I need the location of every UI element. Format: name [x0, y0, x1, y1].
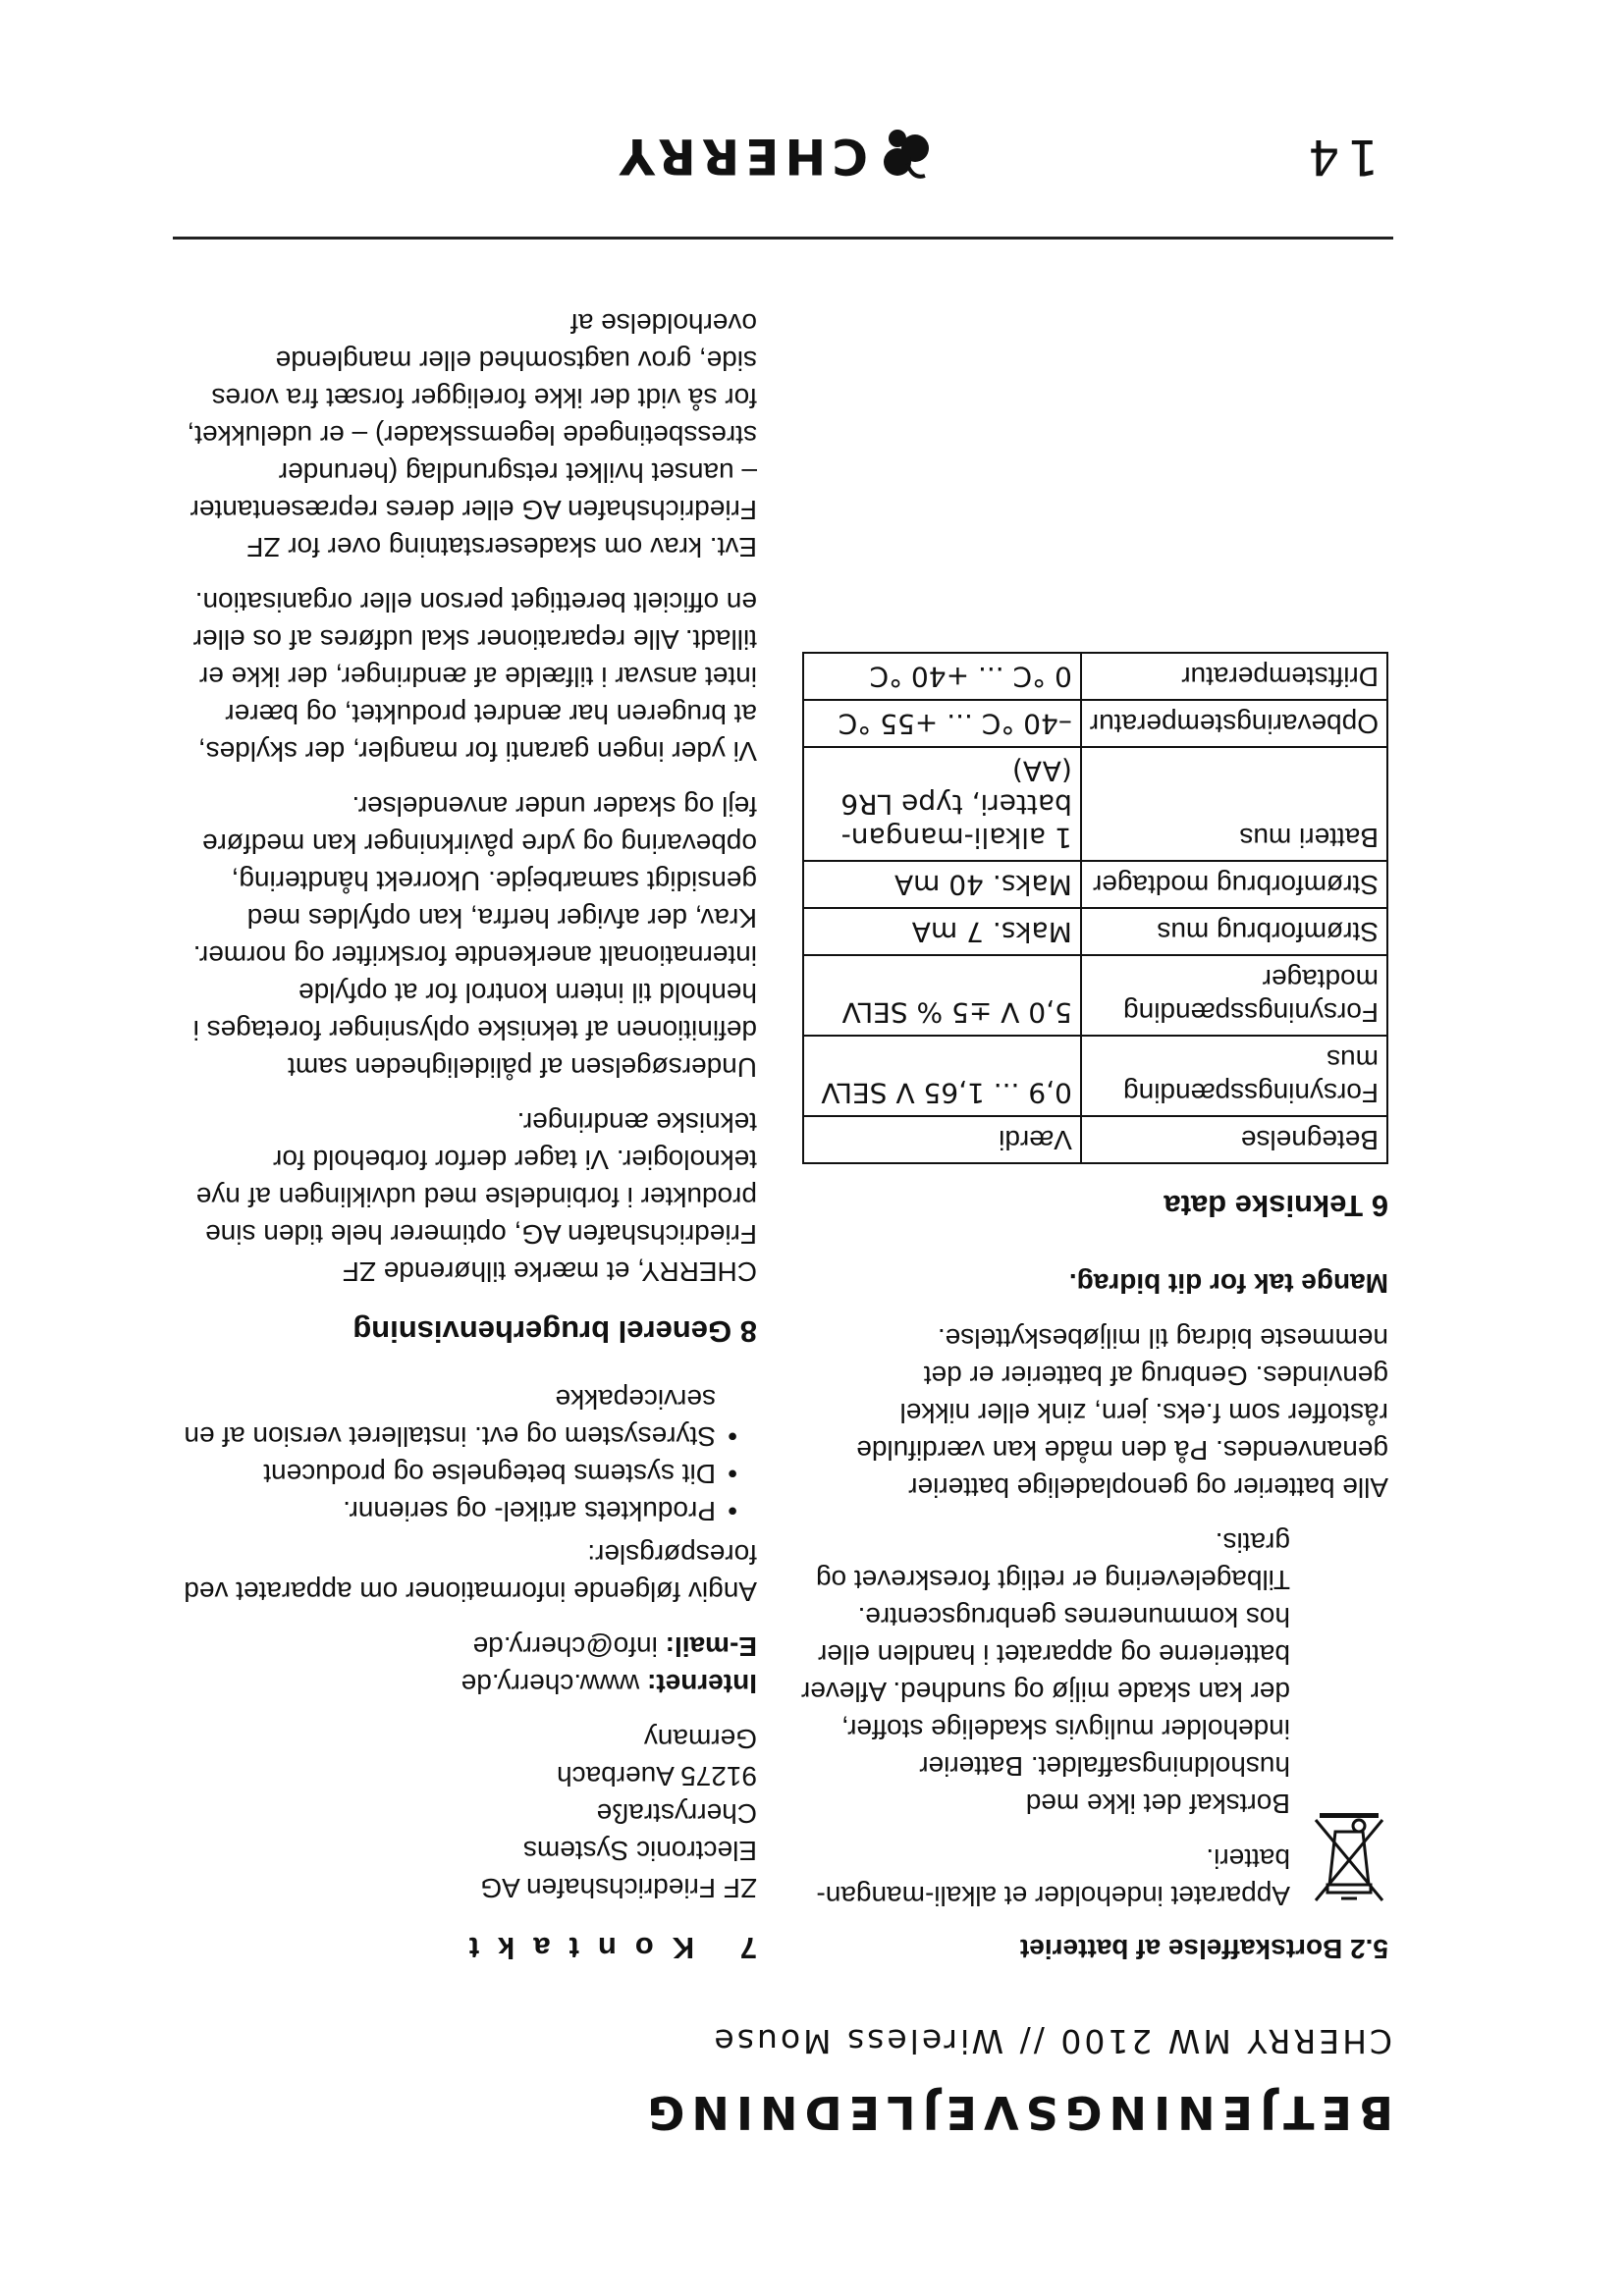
address-line: Electronic Systems	[522, 1836, 757, 1866]
table-cell-value: 5,0 V ±5 % SELV	[803, 955, 1081, 1036]
address-line: ZF Friedrichshafen AG	[480, 1873, 757, 1903]
footer-divider	[173, 237, 1393, 240]
crossed-out-bin-icon	[1310, 1812, 1388, 1906]
table-cell-label: Forsyningsspænding mus	[1081, 1036, 1387, 1116]
right-column	[168, 287, 757, 1967]
address-line: Cherrystraße	[596, 1798, 757, 1829]
table-row	[803, 700, 1387, 747]
table-cell-label: Batteri mus	[1081, 747, 1387, 861]
list-item: • Produktets artikel- og seriennr.	[168, 1492, 737, 1529]
address-line: Germany	[643, 1724, 757, 1754]
table-cell-label: Opbevaringstemperatur	[1081, 700, 1387, 747]
list-item: • Dit systems betegnelse og producent	[168, 1455, 737, 1492]
contact-links	[168, 1628, 757, 1702]
table-row	[803, 1116, 1387, 1163]
email-link[interactable]: info@cherry.de	[472, 1631, 658, 1662]
table-cell-value: Maks. 40 mA	[803, 861, 1081, 908]
table-cell-value: 0 °C ... +40 °C	[803, 653, 1081, 700]
thanks-text: Mange tak for dit bidrag.	[1068, 1268, 1388, 1299]
battery-intro: Apparatet indeholder et alkali-mangan-batteri.	[816, 1843, 1290, 1911]
table-row	[803, 908, 1387, 955]
section-8-heading: 8 Generel brugerhenvisning	[352, 1314, 757, 1349]
left-column	[799, 652, 1388, 1967]
request-intro: Angiv følgende informationer om apparatet ved forespørgsler:	[184, 1539, 757, 1607]
table-cell-label: Strømforbrug modtager	[1081, 861, 1387, 908]
battery-disposal-text: Bortskaf det ikke med husholdningsaffaldet. Batterier indeholder muligvis skadelige stoffer, der kan skade miljø og sundhed. Aflever batterierne og apparatet i handlen eller hos kommunernes genbrugscentre. Tilbagelevering er retligt foreskrevet og gratis.	[800, 1527, 1290, 1819]
cherry-icon	[878, 127, 937, 186]
section-5-2-heading: 5.2 Bortskaffelse af batteriet	[1019, 1934, 1388, 1964]
table-cell-value: 1 alkali-mangan-batteri, type LR6 (AA)	[803, 747, 1081, 861]
internet-link[interactable]: www.cherry.de	[460, 1669, 640, 1699]
table-row	[803, 1036, 1387, 1116]
contact-address	[168, 1720, 757, 1906]
table-row	[803, 653, 1387, 700]
table-header-value: Værdi	[803, 1116, 1081, 1163]
table-cell-label: Driftstemperatur	[1081, 653, 1387, 700]
table-cell-label: Forsyningsspænding modtager	[1081, 955, 1387, 1036]
table-cell-value: –40 °C ... +55 °C	[803, 700, 1081, 747]
table-cell-label: Strømforbrug mus	[1081, 908, 1387, 955]
table-row	[803, 747, 1387, 861]
address-line: 91275 Auerbach	[557, 1761, 757, 1791]
table-cell-value: Maks. 7 mA	[803, 908, 1081, 955]
list-item: • Styresystem og evt. installeret version af en servicepakke	[168, 1380, 737, 1455]
email-label: E-mail:	[665, 1631, 757, 1662]
cherry-logo	[614, 127, 937, 186]
battery-notice	[799, 1523, 1388, 1914]
internet-label: Internet:	[647, 1669, 757, 1699]
table-row	[803, 955, 1387, 1036]
table-header-label: Betegnelse	[1081, 1116, 1387, 1163]
general-note-paragraph: Evt. krav om skadeserstatning over for ZF Friedrichshafen AG eller deres repræsentanter – uanset hvilket retsgrundlag (herunder stressbetingede legemsskader) – er udelukket, for så vidt der ikke foreligger forsæt fra vores side, grov uagtsomhed eller manglende overholdelse af	[187, 308, 757, 562]
page-number: 14	[1300, 129, 1379, 186]
table-cell-value: 0,9 ... 1,65 V SELV	[803, 1036, 1081, 1116]
section-6-heading: 6 Tekniske data	[1164, 1189, 1388, 1223]
general-note-paragraph: Vi yder ingen garanti for mangler, der skyldes, at brugeren har ændret produktet, og bærer intet ansvar i tilfælde af ændringer, der ikke er tilladt. Alle reparationer skal udføres af os eller en officielt berettiget person eller organisation.	[192, 587, 757, 767]
table-row	[803, 861, 1387, 908]
page-title: BETJENINGSVEJLEDNING	[640, 2086, 1393, 2139]
request-list	[168, 1380, 757, 1529]
technical-data-table	[802, 652, 1388, 1164]
general-note-paragraph: Undersøgelsen af pålideligheden samt definitionen af tekniske oplysninger foretages i henhold til intern kontrol for at opfylde internationalt anerkendte forskrifter og normer. Krav, der afviger herfra, kan opfyldes med gensidigt samarbejde. Ukorrekt håndtering, opbevaring og ydre påvirkninger kan medføre fejl og skader under anvendelser.	[192, 791, 757, 1083]
general-note-paragraph: CHERRY, et mærke tilhørende ZF Friedrichshafen AG, optimerer hele tiden sine produkter i forbindelse med udviklingen af nye teknologier. Vi tager derfor forbehold for tekniske ændringer.	[195, 1107, 757, 1287]
battery-recycling-text: Alle batterier og genopladelige batterier genanvendes. På den måde kan værdifulde råstoffer som f.eks. jern, zink eller nikkel genvindes. Genbrug af batterier er det nemmeste bidrag til miljøbeskyttelse.	[856, 1323, 1388, 1503]
product-subtitle: CHERRY MW 2100 // Wireless Mouse	[711, 2022, 1392, 2060]
section-7-heading: 7 Kontakt	[450, 1931, 757, 1965]
logo-wordmark: CHERRY	[613, 128, 868, 185]
